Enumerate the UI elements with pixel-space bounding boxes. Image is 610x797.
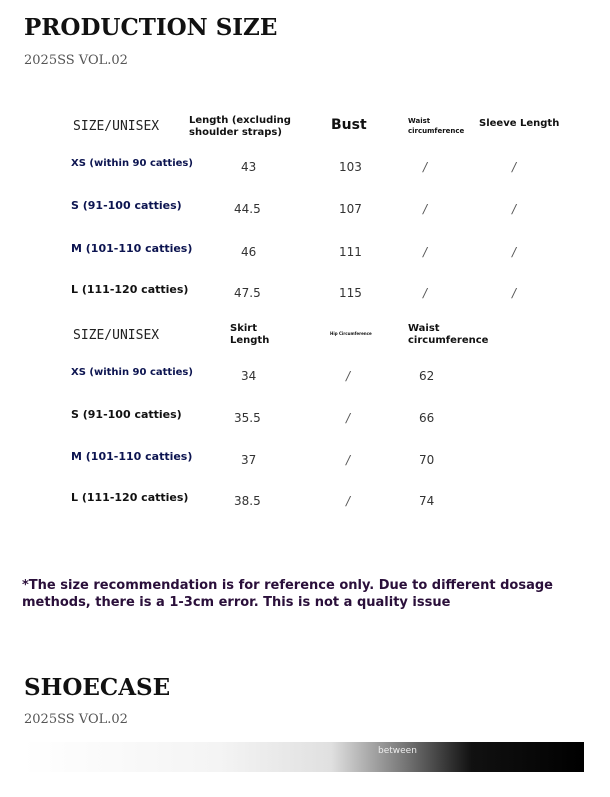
col-header-size: SIZE/UNISEX — [73, 328, 160, 343]
table-cell: 70 — [419, 453, 435, 467]
row-label-m: M (101-110 catties) — [71, 450, 193, 463]
table-cell: 107 — [339, 202, 362, 216]
col-header-sleeve: Sleeve Length — [479, 118, 560, 129]
page-subtitle: 2025SS VOL.02 — [24, 53, 128, 68]
table-cell: 34 — [241, 369, 257, 383]
col-header-length: Length (excluding shoulder straps) — [189, 115, 291, 138]
table-cell: 46 — [241, 245, 257, 259]
col-header-bust: Bust — [331, 117, 367, 133]
table-cell: / — [346, 494, 351, 508]
table-cell: 44.5 — [234, 202, 261, 216]
table-cell: 62 — [419, 369, 435, 383]
col-header-size: SIZE/UNISEX — [73, 119, 160, 134]
row-label-l: L (111-120 catties) — [71, 283, 189, 296]
table-cell: / — [512, 160, 517, 174]
table-cell: / — [423, 245, 428, 259]
row-label-s: S (91-100 catties) — [71, 408, 182, 421]
table-cell: 37 — [241, 453, 257, 467]
table-cell: 115 — [339, 286, 362, 300]
table-cell: 66 — [419, 411, 435, 425]
size-disclaimer-note: *The size recommendation is for reference only. Due to different dosage methods, there is a 1-3cm error. This is not a quality issue — [22, 578, 553, 610]
showcase-strip-text: between — [378, 746, 417, 756]
table-cell: 38.5 — [234, 494, 261, 508]
row-label-m: M (101-110 catties) — [71, 242, 193, 255]
table-cell: / — [346, 369, 351, 383]
table-cell: / — [512, 202, 517, 216]
table-cell: 35.5 — [234, 411, 261, 425]
col-header-waist: Waist circumference — [408, 117, 465, 135]
table-cell: / — [346, 453, 351, 467]
table-cell: 43 — [241, 160, 257, 174]
table-cell: / — [512, 245, 517, 259]
table-cell: 74 — [419, 494, 435, 508]
table-cell: / — [423, 202, 428, 216]
table-cell: / — [423, 160, 428, 174]
table-cell: 111 — [339, 245, 362, 259]
showcase-subtitle: 2025SS VOL.02 — [24, 712, 128, 727]
col-header-hip: Hip Circumference — [330, 331, 372, 336]
row-label-xs: XS (within 90 catties) — [71, 367, 193, 378]
col-header-skirt-length: Skirt Length — [230, 323, 270, 346]
table-cell: / — [346, 411, 351, 425]
table-cell: / — [423, 286, 428, 300]
row-label-xs: XS (within 90 catties) — [71, 158, 193, 169]
page-title: PRODUCTION SIZE — [24, 14, 278, 41]
showcase-image-strip — [22, 742, 584, 772]
table-cell: 103 — [339, 160, 362, 174]
row-label-s: S (91-100 catties) — [71, 199, 182, 212]
row-label-l: L (111-120 catties) — [71, 491, 189, 504]
table-cell: / — [512, 286, 517, 300]
col-header-waist: Waist circumference — [408, 323, 489, 346]
showcase-title: SHOECASE — [24, 674, 171, 701]
table-cell: 47.5 — [234, 286, 261, 300]
